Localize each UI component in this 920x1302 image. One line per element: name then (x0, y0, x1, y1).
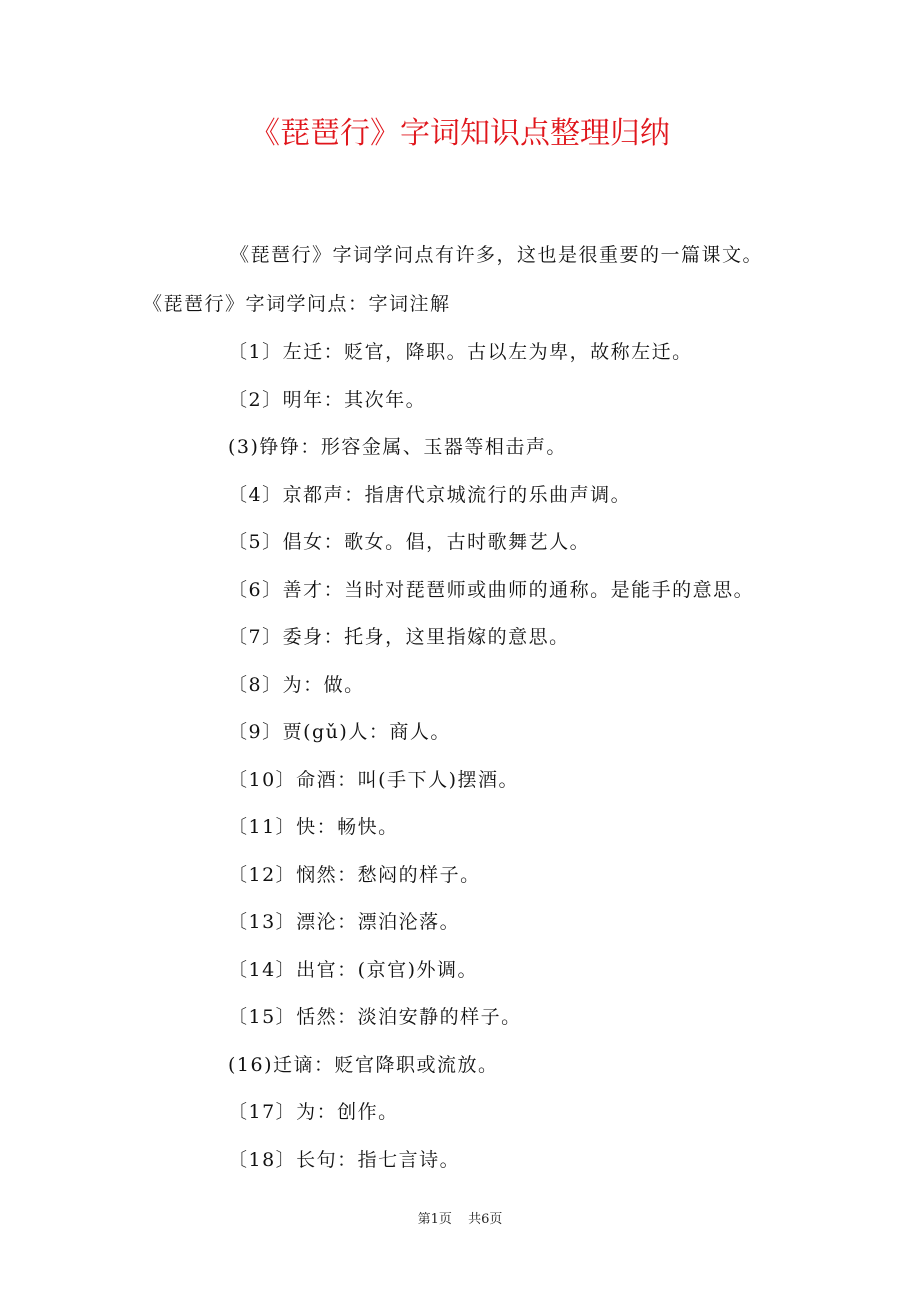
list-item: 〔14〕出官：(京官)外调。 (228, 958, 479, 981)
intro-paragraph: 《琵琶行》字词学问点有许多，这也是很重要的一篇课文。 (230, 244, 764, 266)
section-heading: 《琵琶行》字词学问点：字词注解 (143, 293, 451, 315)
list-item: 〔12〕悯然：愁闷的样子。 (228, 863, 481, 886)
list-item: 〔6〕善才：当时对琵琶师或曲师的通称。是能手的意思。 (228, 578, 755, 601)
list-item: 〔10〕命酒：叫(手下人)摆酒。 (228, 768, 520, 791)
list-item: 〔18〕长句：指七言诗。 (228, 1148, 461, 1171)
list-item: (3)铮铮：形容金属、玉器等相击声。 (228, 436, 567, 458)
list-item: 〔13〕漂沦：漂泊沦落。 (228, 911, 461, 933)
list-item: 〔7〕委身：托身，这里指嫁的意思。 (228, 626, 570, 648)
page-total: 共6页 (468, 1212, 503, 1227)
list-item: 〔5〕倡女：歌女。倡，古时歌舞艺人。 (228, 531, 591, 553)
list-item: 〔1〕左迁：贬官，降职。古以左为卑，故称左迁。 (228, 341, 693, 363)
list-item: 〔17〕为：创作。 (228, 1101, 399, 1123)
list-item: 〔8〕为：做。 (228, 673, 365, 696)
page-footer (0, 1208, 920, 1227)
list-item: 〔15〕恬然：淡泊安静的样子。 (228, 1006, 522, 1028)
list-item: 〔9〕贾(gǔ)人：商人。 (228, 721, 451, 743)
annotation-list (228, 340, 754, 1195)
list-item: (16)迁谪：贬官降职或流放。 (228, 1053, 499, 1076)
list-item: 〔11〕快：畅快。 (228, 816, 399, 838)
page-number: 第1页 (417, 1212, 452, 1227)
list-item: 〔4〕京都声：指唐代京城流行的乐曲声调。 (228, 483, 632, 506)
page-title: 《琵琶行》字词知识点整理归纳 (250, 116, 670, 151)
list-item: 〔2〕明年：其次年。 (228, 388, 427, 411)
